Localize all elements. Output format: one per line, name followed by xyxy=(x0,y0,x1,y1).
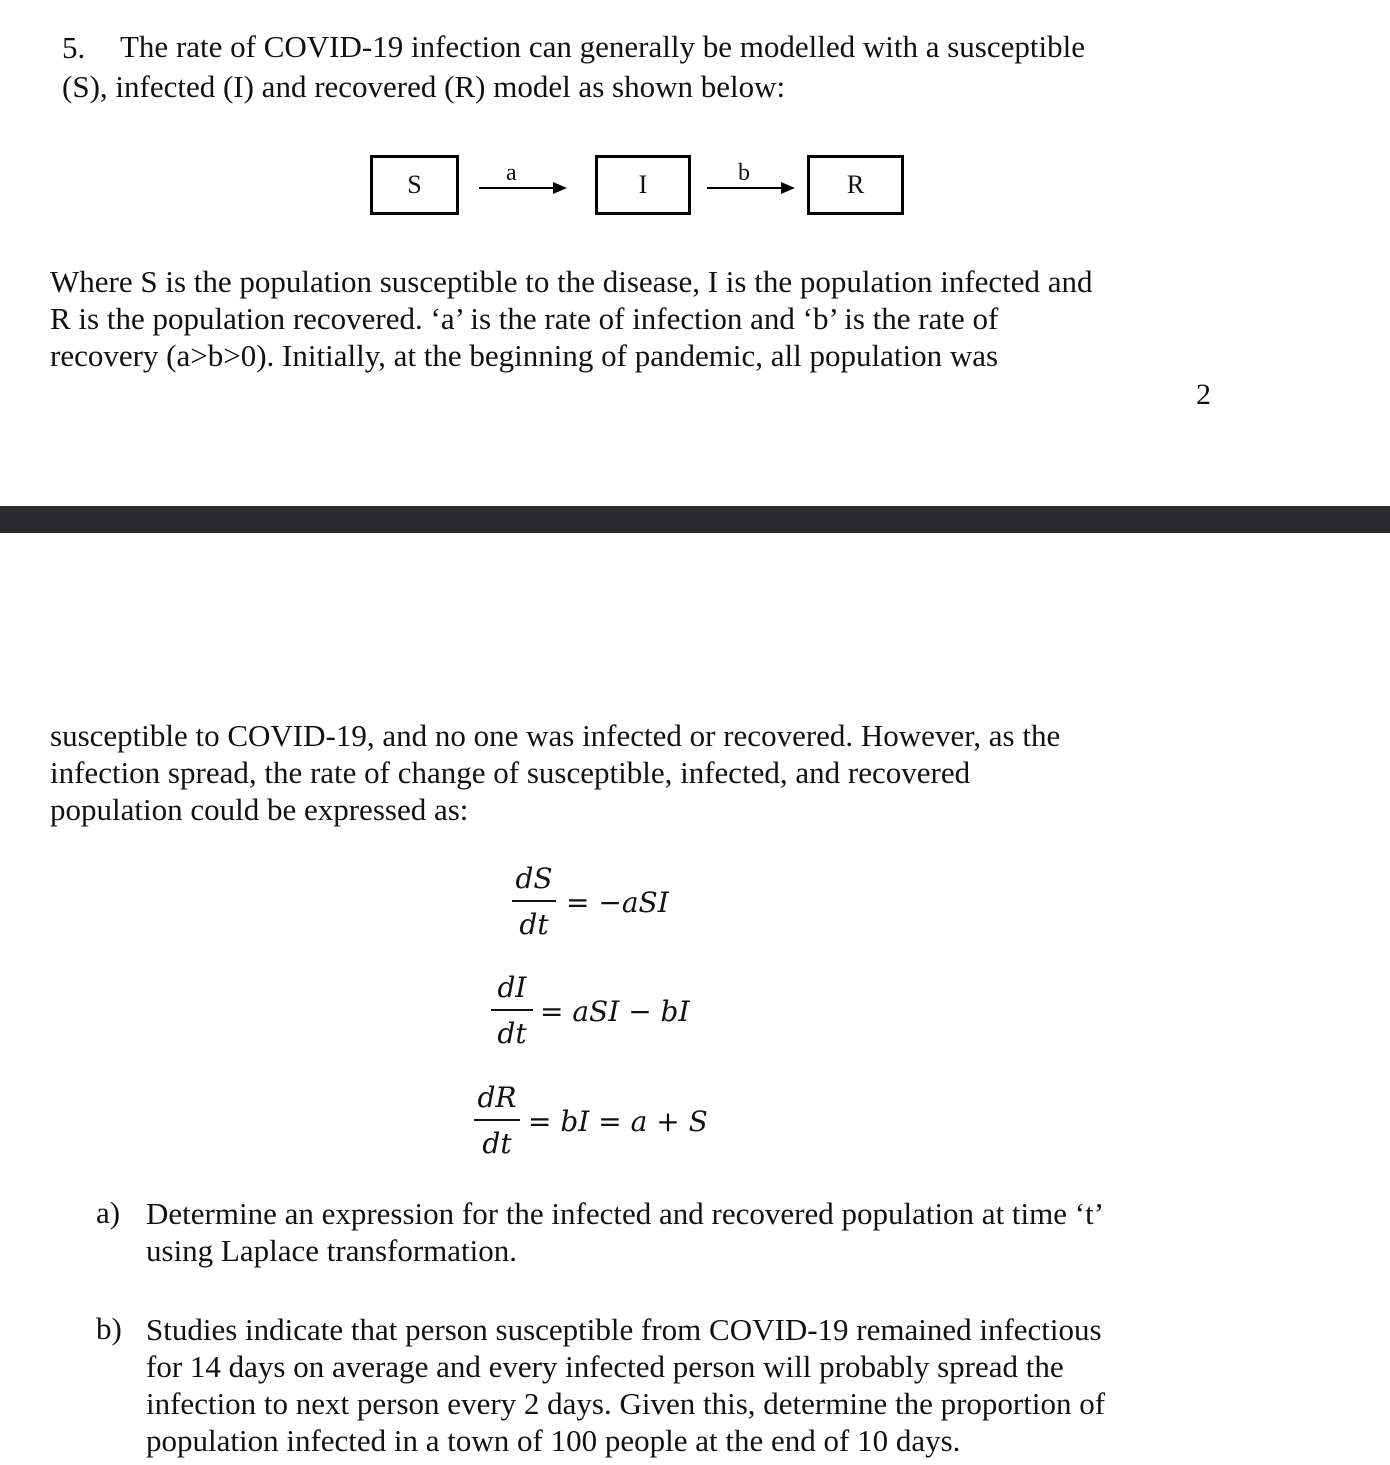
page-divider xyxy=(0,506,1390,533)
fraction-ds-dt xyxy=(512,862,556,942)
box-infected: I xyxy=(595,155,691,215)
part-a-line-1: Determine an expression for the infected and recovered population at time ‘t’ xyxy=(146,1196,1105,1231)
page-number: 2 xyxy=(1196,378,1211,411)
paragraph1-line-3: recovery (a>b>0). Initially, at the beginning of pandemic, all population was xyxy=(50,338,999,373)
paragraph2-line-1: susceptible to COVID-19, and no one was infected or recovered. However, as the xyxy=(50,718,1061,753)
part-a-line-2: using Laplace transformation. xyxy=(146,1233,518,1268)
paragraph1-line-1: Where S is the population susceptible to the disease, I is the population infected and xyxy=(50,264,1093,299)
paragraph1-line-2: R is the population recovered. ‘a’ is the rate of infection and ‘b’ is the rate of xyxy=(50,301,999,336)
rhs-ds-dt: = −aSI xyxy=(566,886,669,919)
fraction-di-dt xyxy=(491,971,533,1051)
fraction-bar xyxy=(491,1009,533,1011)
intro-line-1: The rate of COVID-19 infection can generally be modelled with a susceptible xyxy=(120,29,1085,64)
denominator-dt: dt xyxy=(519,908,549,941)
arrow-label-a: a xyxy=(506,160,517,186)
numerator-ds: dS xyxy=(515,862,553,895)
rhs-dr-dt: = bI = a + S xyxy=(528,1105,708,1138)
numerator-dr: dR xyxy=(477,1081,517,1114)
arrow-label-b: b xyxy=(738,160,750,186)
fraction-bar xyxy=(474,1119,520,1121)
box-recovered: R xyxy=(807,155,904,215)
part-a-label: a) xyxy=(96,1195,121,1230)
box-susceptible: S xyxy=(370,155,459,215)
fraction-bar xyxy=(512,900,556,902)
denominator-dt: dt xyxy=(497,1017,527,1050)
part-b-line-4: population infected in a town of 100 people at the end of 10 days. xyxy=(146,1423,961,1458)
part-b-line-3: infection to next person every 2 days. Given this, determine the proportion of xyxy=(146,1386,1106,1421)
denominator-dt: dt xyxy=(482,1127,512,1160)
intro-line-2: (S), infected (I) and recovered (R) model as shown below: xyxy=(62,69,786,104)
fraction-dr-dt xyxy=(474,1081,520,1161)
part-b-line-2: for 14 days on average and every infected person will probably spread the xyxy=(146,1349,1064,1384)
arrow-s-to-i xyxy=(477,178,569,198)
rhs-di-dt: = aSI − bI xyxy=(540,995,690,1028)
question-number: 5. xyxy=(62,30,86,65)
numerator-di: dI xyxy=(497,971,527,1004)
part-b-line-1: Studies indicate that person susceptible from COVID-19 remained infectious xyxy=(146,1312,1102,1347)
arrow-i-to-r xyxy=(705,178,797,198)
paragraph2-line-2: infection spread, the rate of change of susceptible, infected, and recovered xyxy=(50,755,971,790)
paragraph2-line-3: population could be expressed as: xyxy=(50,792,469,827)
part-b-label: b) xyxy=(96,1311,122,1346)
